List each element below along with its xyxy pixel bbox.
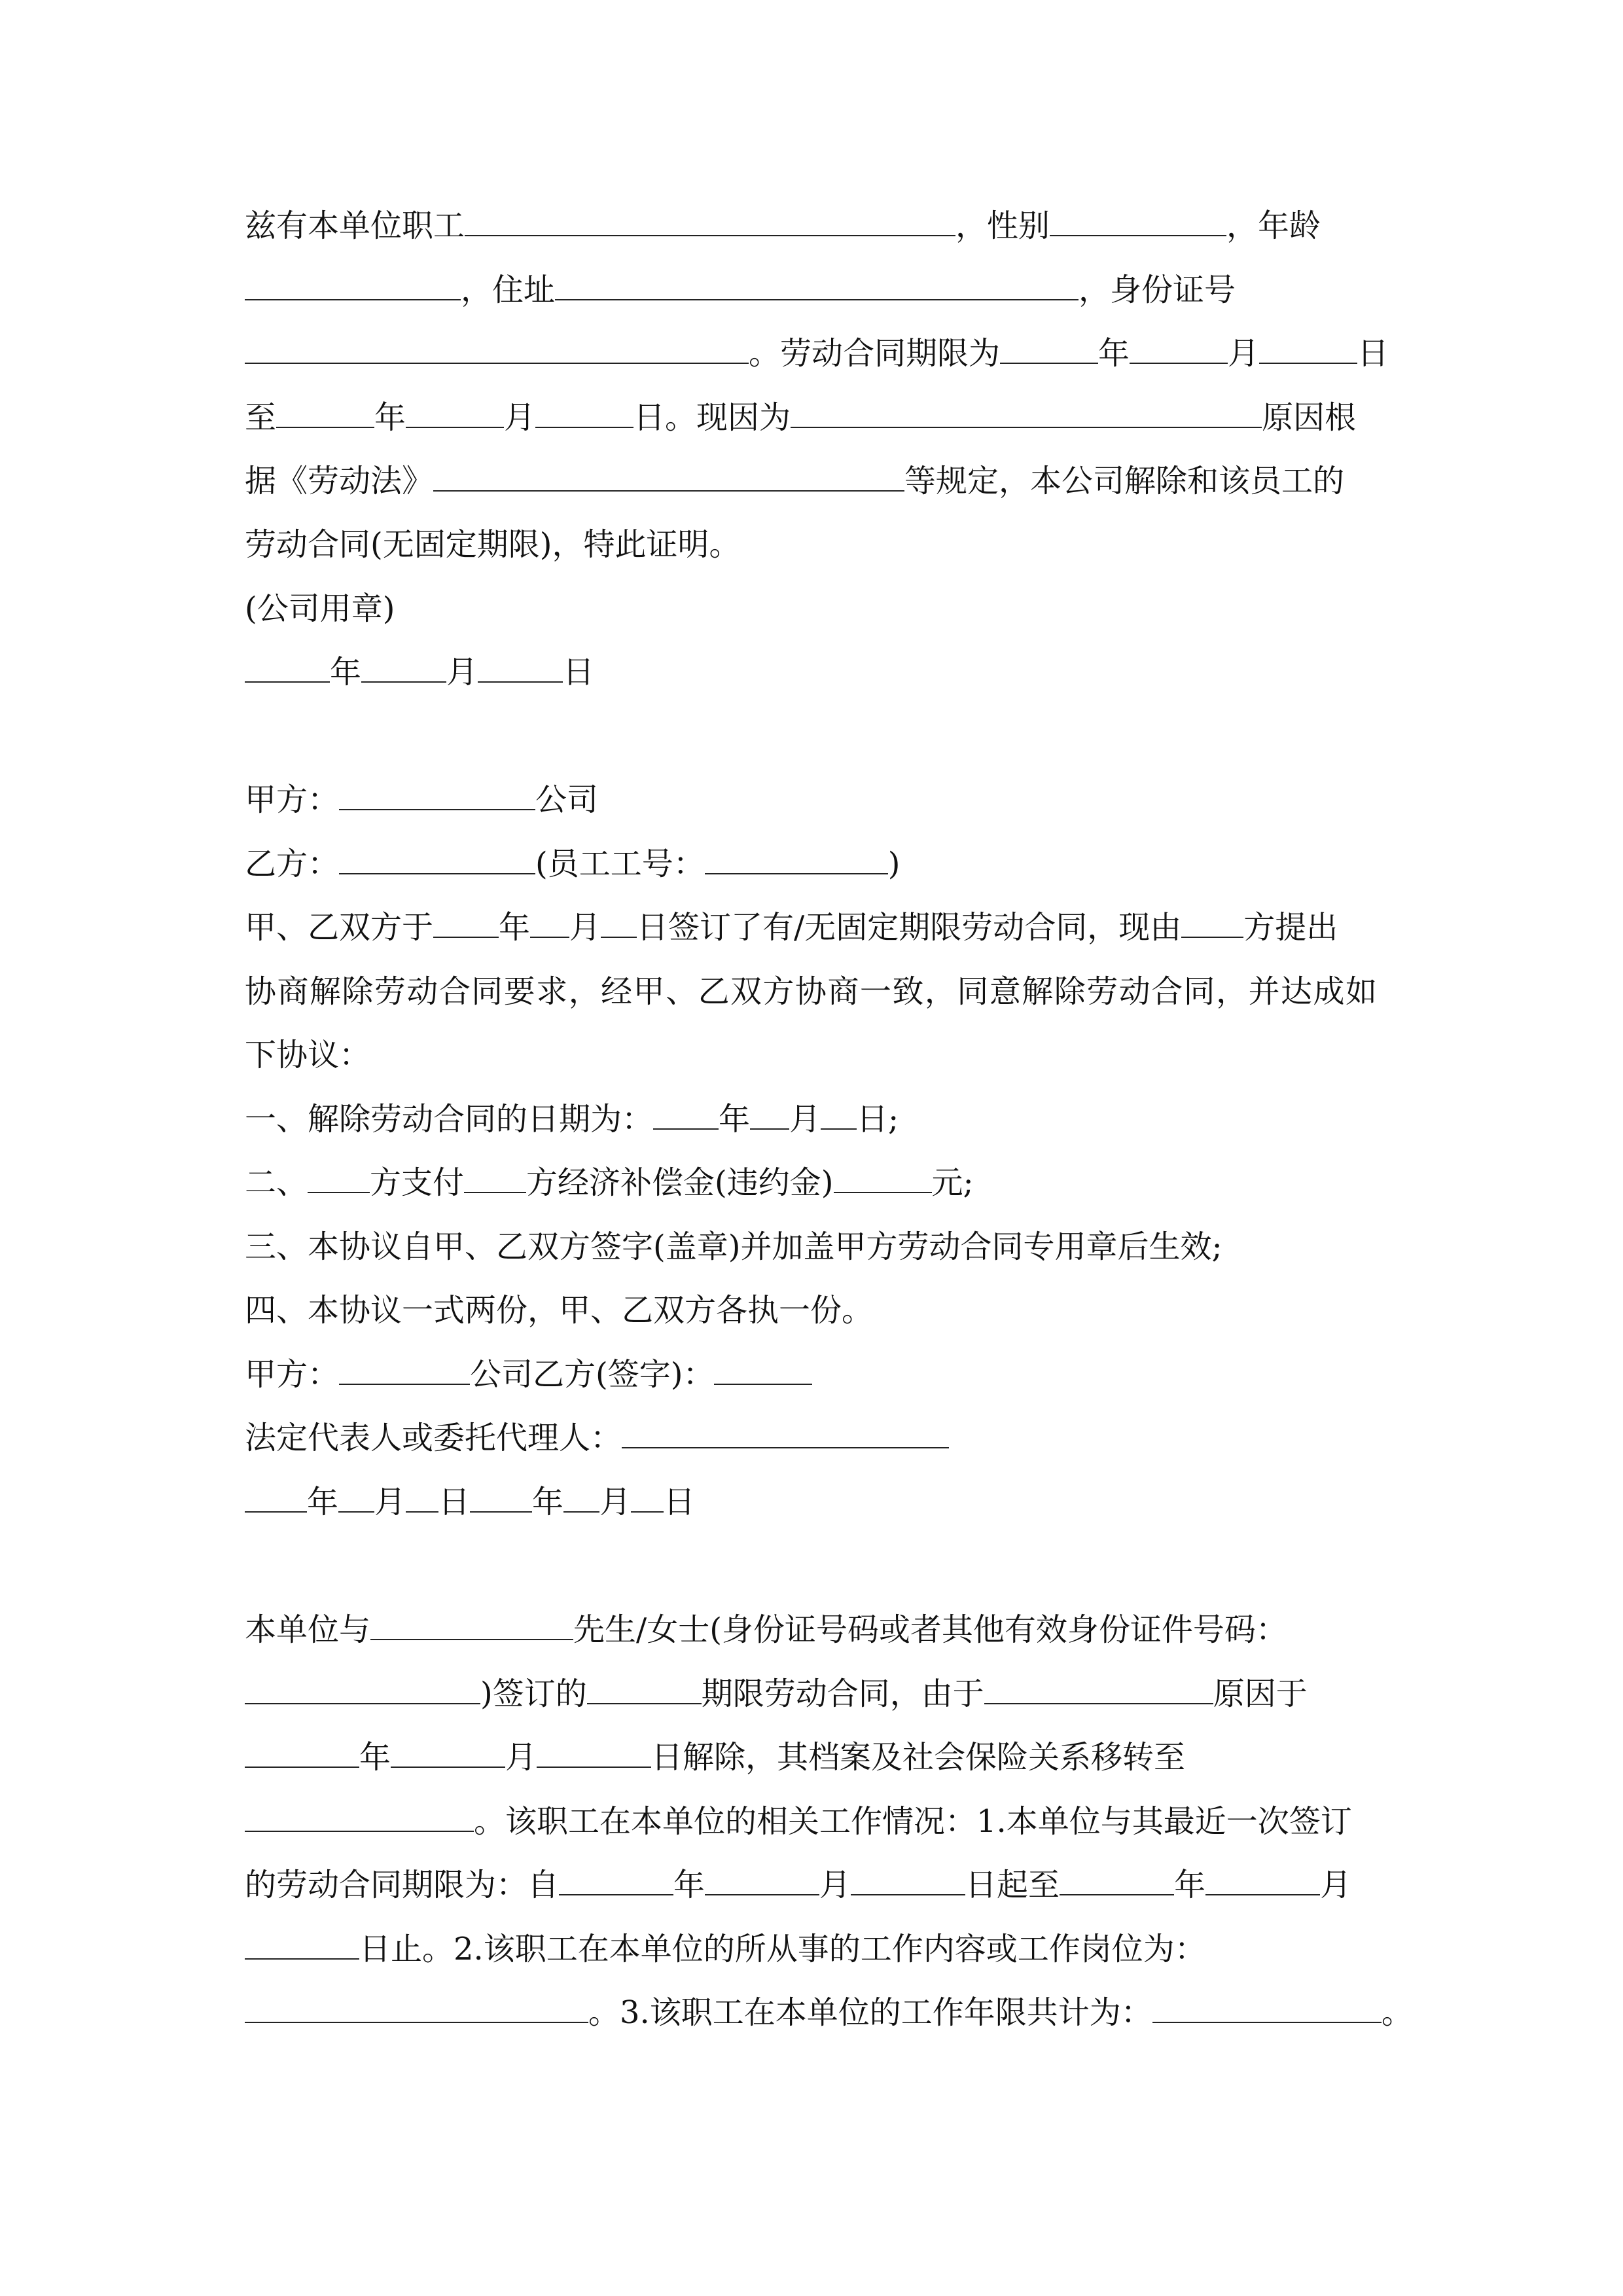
blank: [705, 1865, 819, 1895]
blank: [1152, 1993, 1382, 2023]
clause-4: 四、本协议一式两份，甲、乙双方各执一份。: [245, 1292, 874, 1329]
text: 年: [719, 1101, 751, 1138]
text: 。该职工在本单位的相关工作情况：1.本单位与其最近一次签订: [474, 1803, 1352, 1840]
text: 本单位与: [245, 1611, 371, 1648]
blank: [559, 1865, 673, 1895]
blank: [821, 1100, 857, 1130]
blank: [245, 1674, 480, 1704]
s1-line-5: [245, 461, 1377, 501]
text: 月: [1228, 335, 1260, 372]
s1-line-4: [245, 398, 1377, 437]
blank: [984, 1674, 1213, 1704]
s1-line-2: [245, 270, 1377, 310]
company-seal-label: (公司用章): [245, 590, 395, 627]
text: 甲方：: [245, 781, 340, 818]
party-a-line: [245, 780, 1377, 819]
text: 一、解除劳动合同的日期为：: [245, 1101, 654, 1138]
clause-2: [245, 1163, 1377, 1202]
text: 日。现因为: [633, 399, 791, 436]
blank: [1181, 908, 1243, 938]
text: 法定代表人或委托代理人：: [245, 1420, 622, 1456]
text: 日起至: [965, 1867, 1060, 1903]
text: 年: [1174, 1867, 1206, 1903]
text: 方经济补偿金(违约金): [526, 1164, 834, 1201]
blank: [339, 844, 535, 874]
clause-1: [245, 1100, 1377, 1139]
blank: [750, 1100, 789, 1130]
blank: [361, 653, 446, 683]
s3-line-1: [245, 1610, 1377, 1649]
text: 日: [563, 654, 595, 691]
blank: [1060, 1865, 1174, 1895]
s3-line-3: [245, 1738, 1377, 1777]
gender-blank: [1050, 206, 1226, 236]
text: ，性别: [955, 207, 1050, 244]
blank: [245, 653, 330, 683]
text: 月: [819, 1867, 851, 1903]
s1-line-3: [245, 334, 1389, 373]
blank: [308, 1163, 370, 1193]
text: (员工工号：: [535, 846, 705, 882]
s1-line-1: [245, 206, 1377, 245]
blank: [851, 1865, 965, 1895]
s2-date-line: [245, 1482, 1377, 1522]
blank: [563, 1482, 599, 1513]
id-blank: [245, 334, 749, 364]
text: 兹有本单位职工: [245, 207, 465, 244]
text: ，年龄: [1226, 207, 1321, 244]
text: 。3.该职工在本单位的工作年限共计为：: [588, 1994, 1152, 2031]
text: 年: [499, 909, 531, 946]
text: 至: [245, 399, 277, 436]
text: 年: [532, 1484, 564, 1520]
blank: [478, 653, 563, 683]
text: ，身份证号: [1079, 272, 1236, 308]
blank: [338, 1482, 374, 1513]
blank: [245, 1482, 307, 1513]
blank: [245, 1738, 359, 1768]
blank: [339, 1355, 470, 1385]
text: 先生/女士(身份证号码或者其他有效身份证件号码：: [573, 1611, 1287, 1648]
blank: [653, 1100, 719, 1130]
blank: [714, 1355, 812, 1385]
text: 。: [1381, 1994, 1413, 2031]
blank: [433, 461, 904, 492]
age-blank: [245, 270, 461, 300]
text: 日止。2.该职工在本单位的所从事的工作内容或工作岗位为：: [359, 1931, 1206, 1967]
party-b-line: [245, 844, 1377, 884]
text: 公司乙方(签字)：: [470, 1356, 715, 1393]
text: 公司: [535, 781, 599, 818]
s1-line-6: 劳动合同(无固定期限)，特此证明。: [245, 526, 741, 563]
blank: [245, 1929, 359, 1960]
text: 月: [505, 1739, 537, 1776]
s2-line-4: 协商解除劳动合同要求，经甲、乙双方协商一致，同意解除劳动合同，并达成如: [245, 973, 1377, 1010]
text: 年: [374, 399, 406, 436]
text: 的劳动合同期限为：自: [245, 1867, 560, 1903]
s3-line-6: [245, 1929, 1377, 1969]
text: 方支付: [370, 1164, 465, 1201]
s3-line-2: [245, 1674, 1377, 1713]
text: 年: [1098, 335, 1130, 372]
blank: [406, 1482, 438, 1513]
blank: [834, 1163, 932, 1193]
reason-blank: [791, 398, 1262, 428]
text: 二、: [245, 1164, 308, 1201]
text: 年: [307, 1484, 339, 1520]
blank: [245, 1993, 588, 2023]
blank: [433, 908, 499, 938]
blank: [601, 908, 637, 938]
blank: [406, 398, 504, 428]
blank: [276, 398, 374, 428]
text: 期限劳动合同，由于: [701, 1676, 984, 1712]
blank: [622, 1418, 949, 1448]
s3-line-4: [245, 1802, 1377, 1841]
text: 月: [599, 1484, 632, 1520]
text: 等规定，本公司解除和该员工的: [904, 463, 1345, 499]
text: 日: [1357, 335, 1389, 372]
text: 原因于: [1213, 1676, 1308, 1712]
text: 月: [446, 654, 478, 691]
text: 日: [664, 1484, 696, 1520]
text: 年: [673, 1867, 705, 1903]
s2-line-5: 下协议：: [245, 1037, 371, 1073]
text: 月: [1320, 1867, 1352, 1903]
text: ，住址: [461, 272, 556, 308]
clause-3: 三、本协议自甲、乙双方签字(盖章)并加盖甲方劳动合同专用章后生效;: [245, 1229, 1222, 1265]
blank: [535, 398, 633, 428]
text: 月: [374, 1484, 406, 1520]
text: 甲方：: [245, 1356, 340, 1393]
s2-line-3: [245, 908, 1377, 947]
s3-line-5: [245, 1865, 1377, 1905]
blank: [705, 844, 888, 874]
text: 甲、乙双方于: [245, 909, 434, 946]
blank: [1205, 1865, 1320, 1895]
text: 月: [789, 1101, 821, 1138]
text: 日签订了有/无固定期限劳动合同，现由: [637, 909, 1182, 946]
blank: [537, 1738, 651, 1768]
text: 年: [359, 1739, 391, 1776]
blank: [530, 908, 569, 938]
blank: [391, 1738, 505, 1768]
blank: [464, 1163, 526, 1193]
s1-date-line: [245, 653, 1377, 692]
text: 据《劳动法》: [245, 463, 434, 499]
blank: [370, 1610, 573, 1640]
blank: [1259, 334, 1357, 364]
blank: [245, 1802, 474, 1832]
blank: [1000, 334, 1098, 364]
text: 日解除，其档案及社会保险关系移转至: [651, 1739, 1186, 1776]
name-blank: [465, 206, 955, 236]
text: 原因根: [1262, 399, 1357, 436]
text: 。劳动合同期限为: [749, 335, 1001, 372]
text: 月: [569, 909, 601, 946]
text: 年: [330, 654, 362, 691]
text: 日;: [857, 1101, 899, 1138]
text: )签订的: [480, 1676, 587, 1712]
signature-line: [245, 1355, 1377, 1394]
text: 乙方：: [245, 846, 340, 882]
blank: [470, 1482, 532, 1513]
text: 月: [504, 399, 536, 436]
text: ): [887, 846, 901, 882]
representative-line: [245, 1418, 1377, 1458]
s3-line-7: [245, 1993, 1413, 2032]
blank: [1130, 334, 1228, 364]
text: 方提出: [1243, 909, 1338, 946]
text: 元;: [931, 1164, 974, 1201]
address-blank: [555, 270, 1079, 300]
blank: [339, 780, 535, 810]
text: 日: [438, 1484, 471, 1520]
blank: [631, 1482, 664, 1513]
blank: [587, 1674, 702, 1704]
